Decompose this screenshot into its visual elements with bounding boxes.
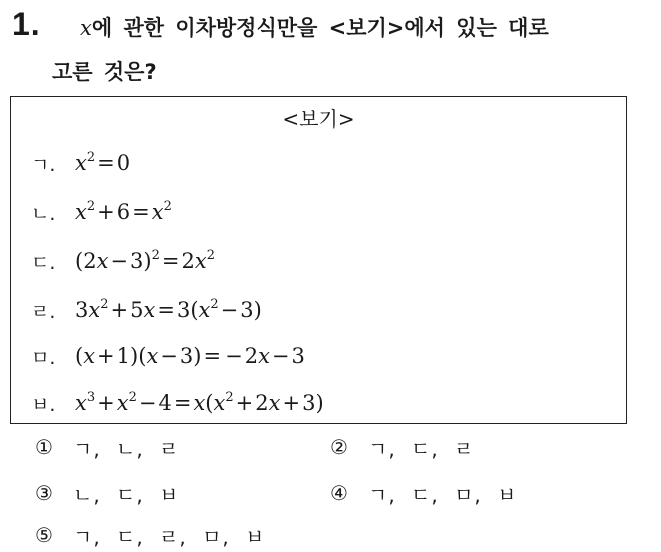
item-label: ㄱ. <box>31 153 56 176</box>
choice-text: ㄱ, ㄴ, ㄹ <box>73 436 180 461</box>
choice-3[interactable] <box>35 478 179 508</box>
item-equation: $x^3+x^2-4=x(x^2+2x+3)$ <box>75 390 324 415</box>
item-equation: $(2x-3)^2=2x^2$ <box>75 248 215 273</box>
choice-1[interactable] <box>35 432 179 462</box>
question-text-1: 에 관한 이차방정식만을 <보기>에서 있는 대로 <box>91 16 549 40</box>
choice-number: ⑤ <box>35 523 53 547</box>
choice-number: ① <box>35 435 53 459</box>
choice-5[interactable] <box>35 520 265 550</box>
bogi-item <box>31 338 305 374</box>
item-label: ㅁ. <box>31 346 56 369</box>
item-equation: $x^2=0$ <box>75 150 131 175</box>
item-label: ㅂ. <box>31 393 56 416</box>
question-line-2: 고른 것은? <box>52 60 157 84</box>
bogi-item <box>31 145 130 181</box>
item-label: ㄹ. <box>31 300 56 323</box>
choice-4[interactable] <box>330 478 517 508</box>
bogi-item <box>31 385 324 421</box>
item-equation: $x^2+6=x^2$ <box>75 199 172 224</box>
choice-text: ㄱ, ㄷ, ㄹ <box>368 436 475 461</box>
choice-number: ② <box>330 435 348 459</box>
item-label: ㄷ. <box>31 251 56 274</box>
choice-text: ㄱ, ㄷ, ㄹ, ㅁ, ㅂ <box>73 524 266 549</box>
math-variable: x <box>80 16 92 40</box>
question-number: 1. <box>12 6 41 42</box>
choice-text: ㄴ, ㄷ, ㅂ <box>73 482 180 507</box>
bogi-item <box>31 243 215 279</box>
item-equation: $3x^2+5x=3(x^2-3)$ <box>75 297 262 322</box>
choice-number: ④ <box>330 481 348 505</box>
bogi-title: <보기> <box>282 107 355 131</box>
choice-2[interactable] <box>330 432 474 462</box>
bogi-item <box>31 292 262 328</box>
item-equation: (x+1)(x−3)= −2x−3 <box>75 344 305 368</box>
bogi-box <box>10 96 627 424</box>
choice-number: ③ <box>35 481 53 505</box>
bogi-item <box>31 194 172 230</box>
question-line-1 <box>80 12 549 42</box>
item-label: ㄴ. <box>31 202 56 225</box>
choice-text: ㄱ, ㄷ, ㅁ, ㅂ <box>368 482 518 507</box>
